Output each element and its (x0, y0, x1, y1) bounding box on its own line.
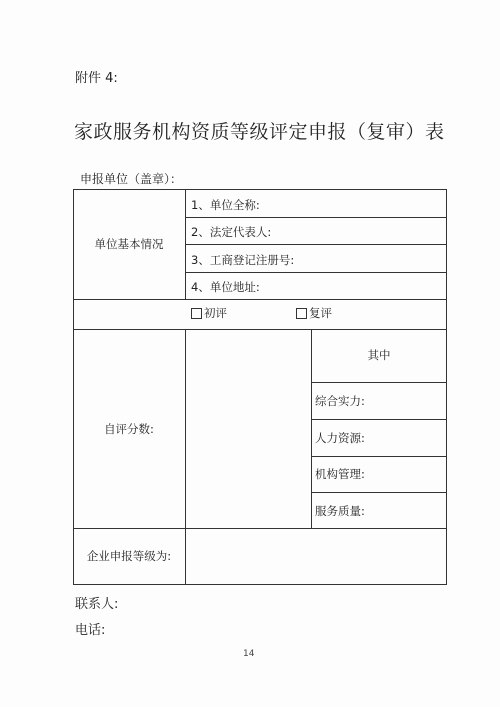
divider (311, 456, 447, 457)
divider (73, 528, 447, 529)
re-review-label: 复评 (309, 306, 332, 320)
table-border-top (73, 189, 447, 190)
unit-full-name-field[interactable]: 1、单位全称: (191, 198, 260, 212)
service-quality-field[interactable]: 服务质量: (315, 504, 365, 518)
declared-grade-label: 企业申报等级为: (86, 549, 172, 563)
business-registration-number-field[interactable]: 3、工商登记注册号: (191, 253, 295, 267)
phone-label: 电话: (75, 623, 106, 638)
overall-strength-field[interactable]: 综合实力: (315, 394, 365, 408)
first-review-option[interactable] (191, 305, 227, 321)
human-resources-field[interactable]: 人力资源: (315, 431, 365, 445)
application-form-table (73, 189, 447, 585)
table-border-left (73, 189, 74, 585)
divider (185, 217, 447, 218)
contact-person-label: 联系人: (75, 597, 119, 612)
legal-representative-field[interactable]: 2、法定代表人: (191, 225, 272, 239)
table-border-bottom (73, 584, 447, 585)
divider (185, 329, 186, 585)
basic-info-label: 单位基本情况 (94, 237, 164, 251)
applicant-unit-label: 申报单位（盖章）： (80, 172, 183, 186)
table-border-right (446, 189, 447, 585)
divider (185, 244, 447, 245)
divider (73, 299, 447, 300)
institution-management-field[interactable]: 机构管理: (315, 467, 365, 481)
page-title: 家政服务机构资质等级评定申报（复审）表 (74, 121, 445, 143)
page-number: 14 (243, 649, 255, 659)
first-review-label: 初评 (204, 306, 227, 320)
self-score-label: 自评分数: (104, 422, 154, 436)
divider (311, 382, 447, 383)
divider (311, 419, 447, 420)
first-review-checkbox[interactable] (191, 308, 202, 319)
divider (185, 272, 447, 273)
unit-address-field[interactable]: 4、单位地址: (191, 280, 260, 294)
breakdown-header: 其中 (367, 348, 391, 362)
divider (73, 329, 447, 330)
divider (311, 492, 447, 493)
re-review-checkbox[interactable] (296, 308, 307, 319)
re-review-option[interactable] (296, 305, 332, 321)
attachment-label: 附件 4: (75, 71, 118, 86)
divider (311, 329, 312, 528)
